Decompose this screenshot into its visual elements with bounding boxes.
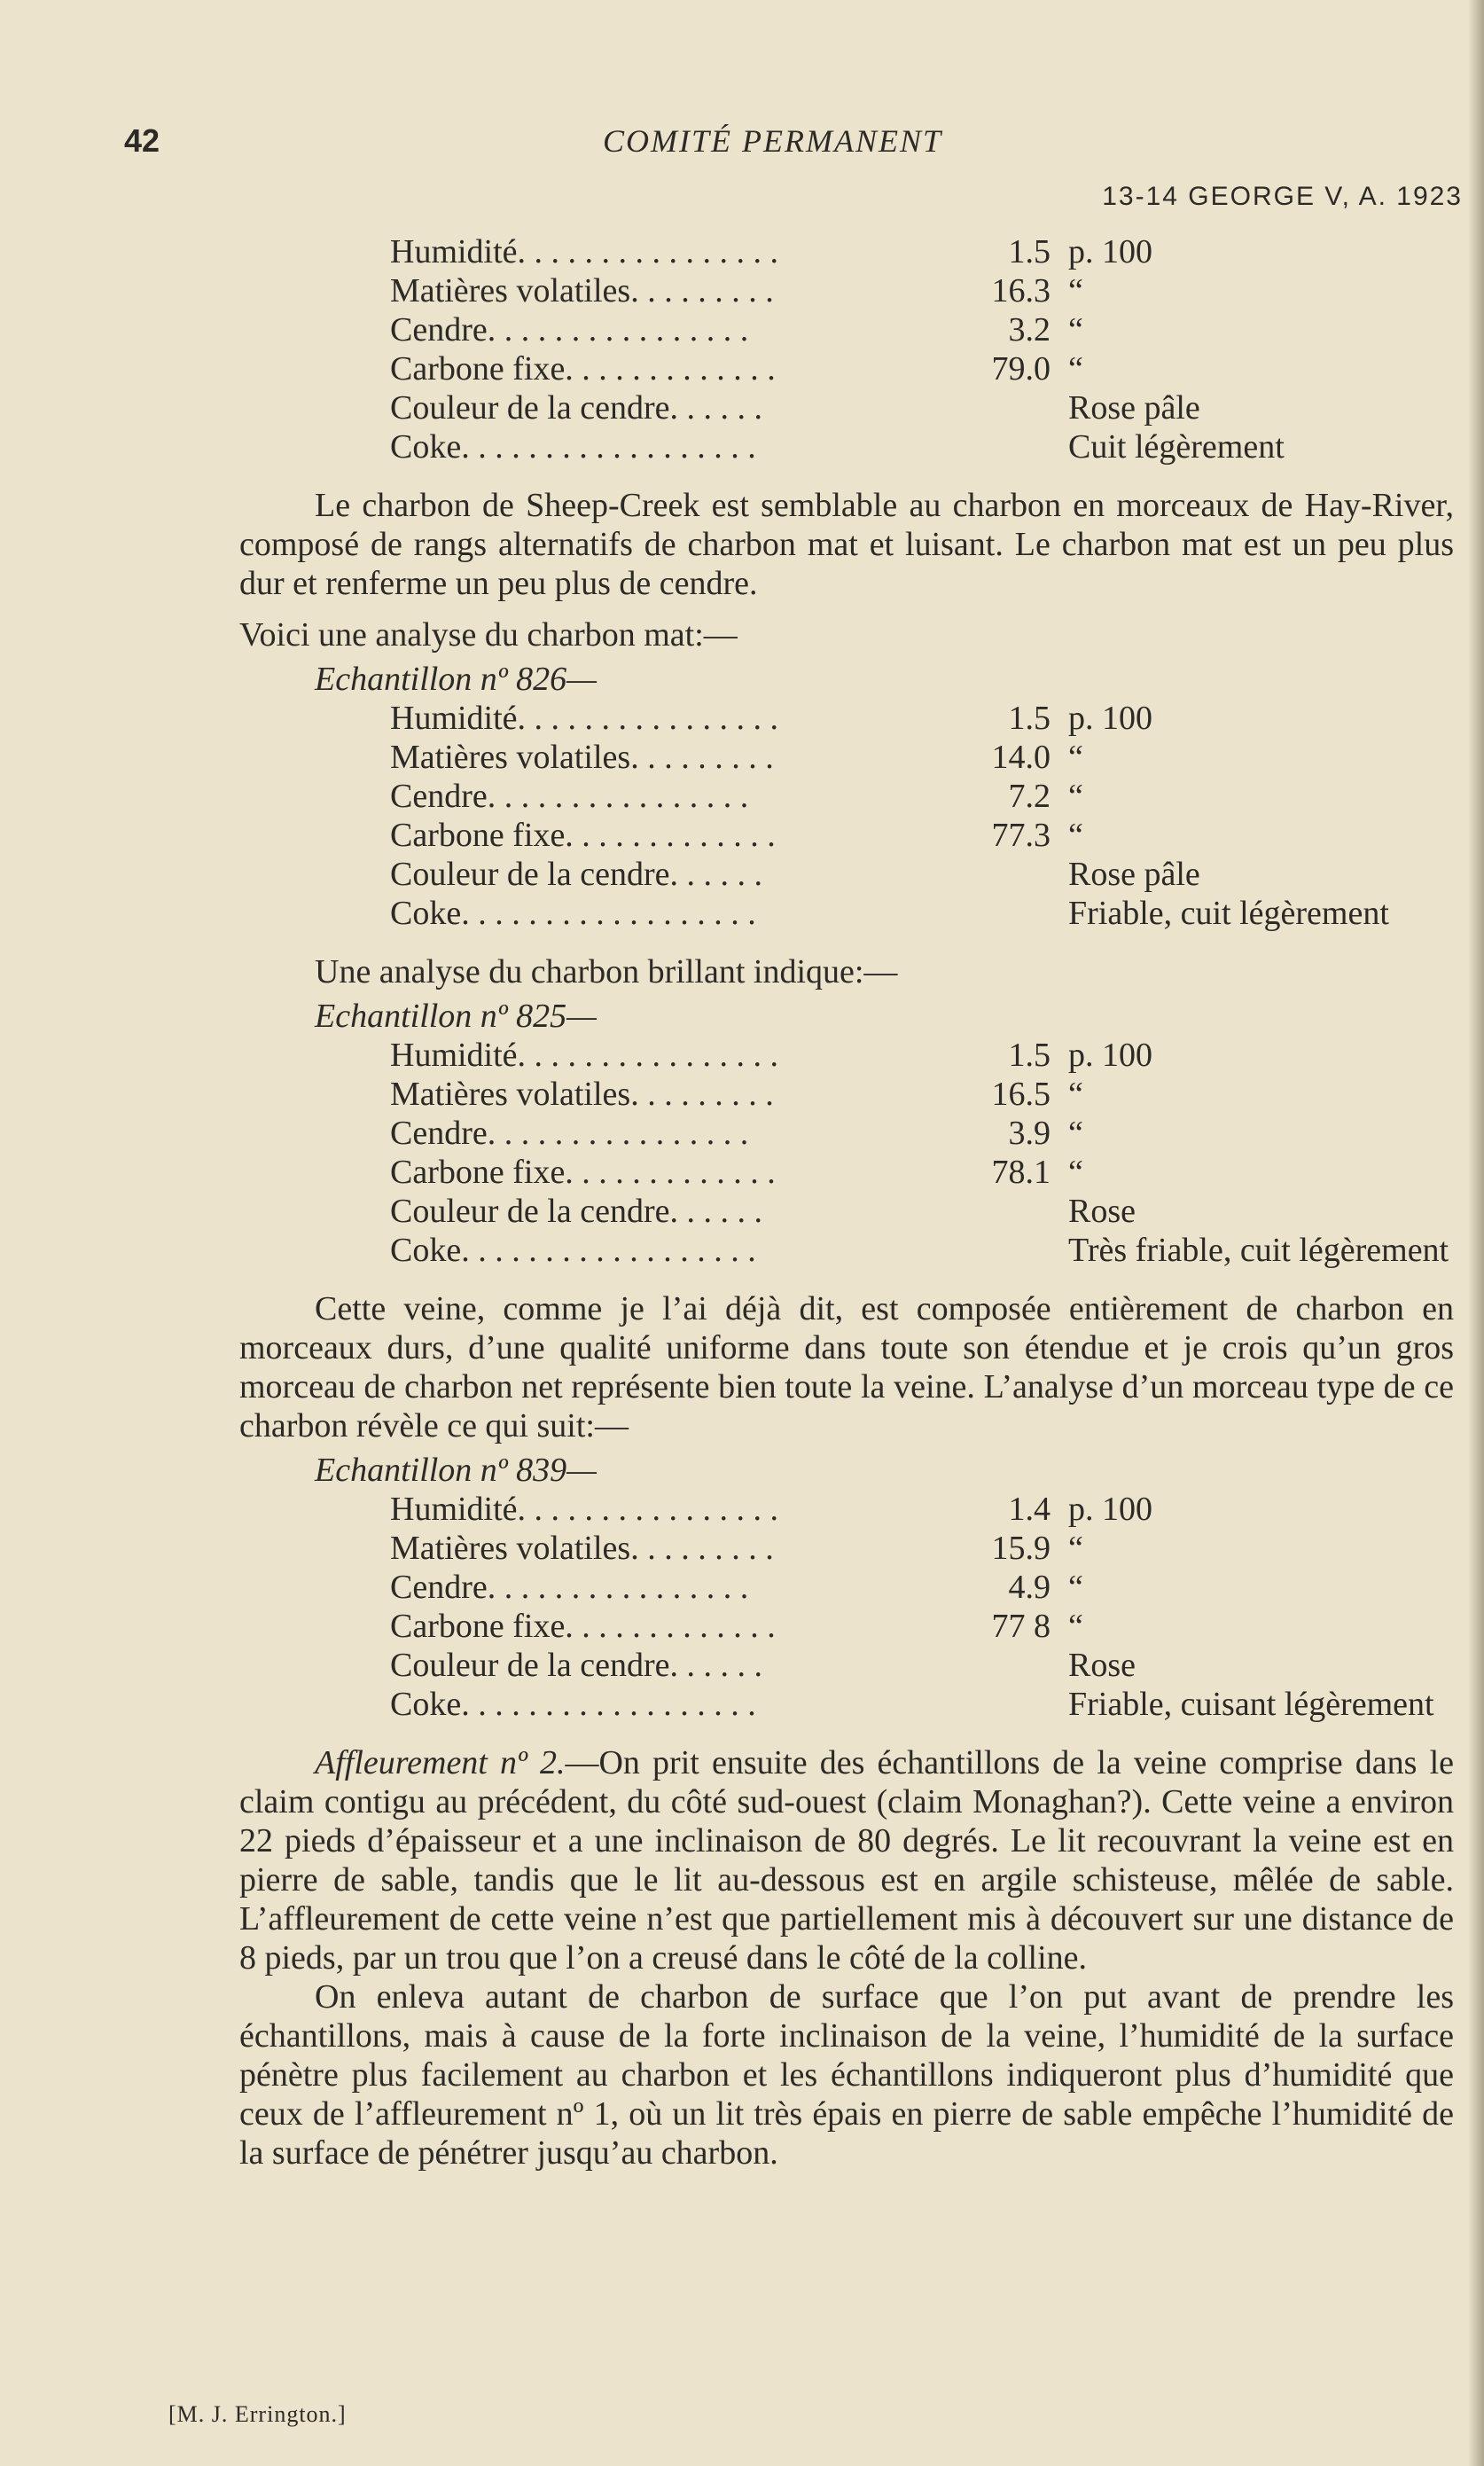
running-title: COMITÉ PERMANENT [603, 123, 942, 159]
table-row [390, 1568, 1454, 1607]
table-row [390, 427, 1454, 466]
table-row [390, 271, 1454, 310]
sample-heading: Echantillon nº 826— [315, 661, 597, 698]
row-label: Coke. . . . . . . . . . . . . . . . . . [390, 428, 756, 466]
row-value: 16.5 [991, 1076, 1051, 1113]
row-value: 3.2 [1008, 311, 1051, 348]
row-label: Coke. . . . . . . . . . . . . . . . . . [390, 1232, 756, 1269]
table-row [390, 777, 1454, 816]
row-unit: p. 100 [1068, 1491, 1152, 1528]
row-label: Cendre. . . . . . . . . . . . . . . . [390, 311, 749, 348]
row-value: 7.2 [1008, 778, 1051, 815]
row-unit: p. 100 [1068, 233, 1152, 270]
row-label: Matières volatiles. . . . . . . . . [390, 1076, 774, 1113]
row-label: Couleur de la cendre. . . . . . [390, 1647, 762, 1684]
row-label: Humidité. . . . . . . . . . . . . . . . [390, 1037, 779, 1074]
paragraph-text: —On prit ensuite des échantillons de la veine comprise dans le claim contigu au précédent, du côté sud-ouest (claim Monaghan?). Cette veine a environ 22 pieds d’épaisseur et a une inclinaison de 80 degrés. Le lit recouvrant la veine est en pierre de sable, tandis que le lit au-dessous est en argile schisteuse, mêlée de sable. L’affleurement de cette veine n’est que partiellement mis à découvert sur une distance de 8 pieds, par un trou que l’on a creusé dans le côté de la colline. [239, 1744, 1454, 1977]
row-unit: p. 100 [1068, 700, 1152, 737]
row-unit: “ [1068, 1115, 1083, 1152]
analysis-table-2 [390, 699, 1454, 933]
table-row [390, 1607, 1454, 1646]
page-content [239, 232, 1454, 2172]
row-unit: Très friable, cuit légèrement [1068, 1232, 1449, 1269]
row-label: Cendre. . . . . . . . . . . . . . . . [390, 778, 749, 815]
row-unit: “ [1068, 817, 1083, 854]
row-label: Couleur de la cendre. . . . . . [390, 856, 762, 893]
row-unit: Friable, cuisant légèrement [1068, 1686, 1434, 1723]
row-value: 15.9 [991, 1530, 1051, 1567]
row-label: Coke. . . . . . . . . . . . . . . . . . [390, 1686, 756, 1723]
row-label: Matières volatiles. . . . . . . . . [390, 1530, 774, 1567]
table-row [390, 816, 1454, 855]
row-unit: Rose [1068, 1193, 1136, 1230]
row-label: Carbone fixe. . . . . . . . . . . . . [390, 350, 776, 388]
row-value: 1.5 [1008, 700, 1051, 737]
table-row [390, 894, 1454, 933]
table-row [390, 1529, 1454, 1568]
row-value: 78.1 [991, 1154, 1051, 1191]
paragraph: Le charbon de Sheep-Creek est semblable au charbon en morceaux de Hay-River, composé de rangs alternatifs de charbon mat et luisant. Le charbon mat est un peu plus dur et renferme un peu plus de cendre. [239, 487, 1454, 602]
page-number: 42 [124, 122, 160, 159]
row-unit: “ [1068, 350, 1083, 388]
table-row [390, 310, 1454, 349]
row-value: 16.3 [991, 272, 1051, 309]
row-label: Couleur de la cendre. . . . . . [390, 389, 762, 427]
row-value: 1.4 [1008, 1491, 1051, 1528]
table-row [390, 855, 1454, 894]
page-edge-shadow [1468, 0, 1484, 2466]
row-value: 14.0 [991, 739, 1051, 776]
row-unit: “ [1068, 1154, 1083, 1191]
row-unit: “ [1068, 311, 1083, 348]
row-value: 1.5 [1008, 1037, 1051, 1074]
row-unit: “ [1068, 1569, 1083, 1606]
table-row [390, 1036, 1454, 1075]
row-unit: “ [1068, 1076, 1083, 1113]
row-unit: “ [1068, 1530, 1083, 1567]
row-label: Cendre. . . . . . . . . . . . . . . . [390, 1115, 749, 1152]
table-row [390, 232, 1454, 271]
row-label: Carbone fixe. . . . . . . . . . . . . [390, 1608, 776, 1645]
row-value: 79.0 [991, 350, 1051, 388]
analysis-table-1 [390, 232, 1454, 466]
row-unit: “ [1068, 778, 1083, 815]
row-unit: p. 100 [1068, 1037, 1152, 1074]
row-label: Humidité. . . . . . . . . . . . . . . . [390, 700, 779, 737]
table-row [390, 349, 1454, 388]
table-row [390, 1192, 1454, 1231]
row-unit: Rose pâle [1068, 856, 1200, 893]
table-row [390, 388, 1454, 427]
session-label: 13-14 GEORGE V, A. 1923 [1102, 182, 1463, 211]
table-row [390, 1114, 1454, 1153]
row-label: Coke. . . . . . . . . . . . . . . . . . [390, 895, 756, 932]
paragraph: On enleva autant de charbon de surface que l’on put avant de prendre les échantillons, mais à cause de la forte inclinaison de la veine, l’humidité de la surface pénètre plus facilement au charbon et les échantillons indiqueront plus d’humidité que ceux de l’affleurement nº 1, où un lit très épais en pierre de sable empêche l’humidité de la surface de pénétrer jusqu’au charbon. [239, 1978, 1454, 2172]
table-row [390, 1685, 1454, 1724]
section-lead: Affleurement nº 2. [315, 1744, 566, 1781]
row-label: Carbone fixe. . . . . . . . . . . . . [390, 1154, 776, 1191]
table-row [390, 1231, 1454, 1270]
table-row [390, 1646, 1454, 1685]
row-value: 4.9 [1008, 1569, 1051, 1606]
table-row [390, 1153, 1454, 1192]
row-value: 77 8 [991, 1608, 1051, 1645]
analysis-table-3 [390, 1036, 1454, 1270]
row-label: Matières volatiles. . . . . . . . . [390, 272, 774, 309]
row-value: 3.9 [1008, 1115, 1051, 1152]
footer-author: [M. J. Errington.] [168, 2401, 347, 2427]
sample-heading: Echantillon nº 839— [315, 1452, 597, 1489]
row-label: Couleur de la cendre. . . . . . [390, 1193, 762, 1230]
row-label: Cendre. . . . . . . . . . . . . . . . [390, 1569, 749, 1606]
table-row [390, 738, 1454, 777]
row-label: Humidité. . . . . . . . . . . . . . . . [390, 233, 779, 270]
analysis-table-4 [390, 1490, 1454, 1724]
row-label: Matières volatiles. . . . . . . . . [390, 739, 774, 776]
paragraph [239, 1743, 1454, 1977]
row-label: Humidité. . . . . . . . . . . . . . . . [390, 1491, 779, 1528]
table-row [390, 699, 1454, 738]
row-unit: Cuit légèrement [1068, 428, 1285, 466]
paragraph: Une analyse du charbon brillant indique:— [315, 953, 898, 990]
row-unit: Rose pâle [1068, 389, 1200, 427]
row-unit: “ [1068, 1608, 1083, 1645]
paragraph: Cette veine, comme je l’ai déjà dit, est composée entièrement de charbon en morceaux durs, d’une qualité uniforme dans toute son étendue et je crois qu’un gros morceau de charbon net représente bien toute la veine. L’analyse d’un morceau type de ce charbon révèle ce qui suit:— [239, 1290, 1454, 1444]
sample-heading: Echantillon nº 825— [315, 998, 597, 1035]
table-row [390, 1075, 1454, 1114]
table-row [390, 1490, 1454, 1529]
row-label: Carbone fixe. . . . . . . . . . . . . [390, 817, 776, 854]
row-unit: “ [1068, 272, 1083, 309]
row-value: 1.5 [1008, 233, 1051, 270]
row-unit: “ [1068, 739, 1083, 776]
row-value: 77.3 [991, 817, 1051, 854]
paragraph: Voici une analyse du charbon mat:— [239, 616, 738, 654]
row-unit: Friable, cuit légèrement [1068, 895, 1389, 932]
row-unit: Rose [1068, 1647, 1136, 1684]
